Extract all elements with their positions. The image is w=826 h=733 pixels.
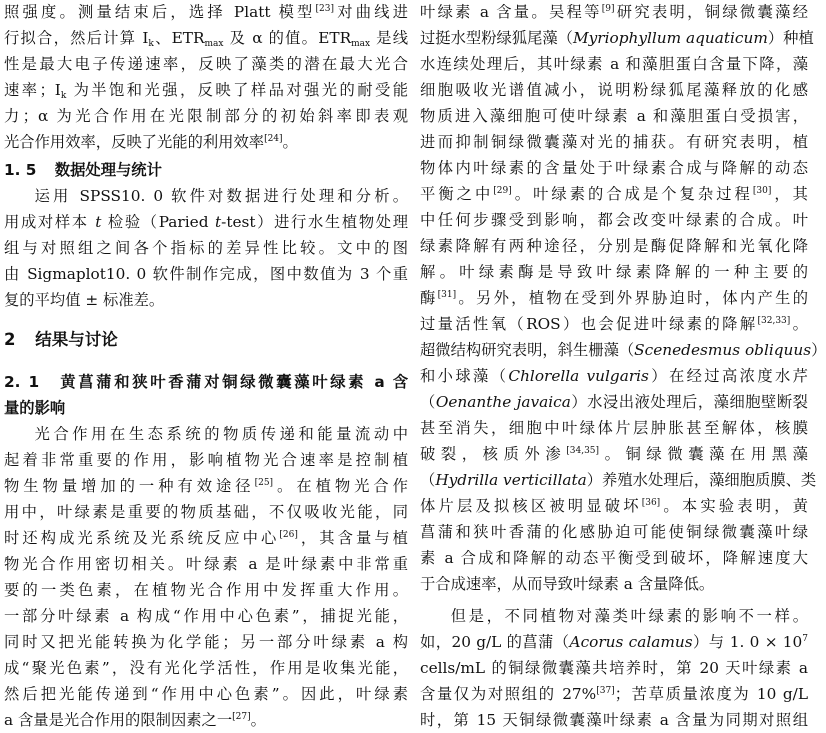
text-line: 时还构成光系统及光系统反应中心[26]，其含量与植 <box>4 529 408 547</box>
species-name: Acorus calamus <box>569 633 693 651</box>
text-line: 酶[31]。另外，植物在受到外界胁迫时，体内产生的 <box>420 289 808 307</box>
citation: [25] <box>254 478 274 488</box>
text-line: 物质进入藻细胞可使叶绿素 a 和藻胆蛋白受损害， <box>420 107 808 125</box>
section-heading-2-1-cont: 量的影响 <box>4 399 66 417</box>
text-line: 成“聚光色素”，没有光化学活性，作用是收集光能， <box>4 659 408 677</box>
citation: [32,33] <box>757 316 791 326</box>
citation: [9] <box>601 4 615 14</box>
text-line: 中任何步骤受到影响，都会改变叶绿素的合成。叶 <box>420 211 808 229</box>
species-name: Chlorella vulgaris <box>508 367 649 385</box>
text-line: 行拟合，然后计算 $I_k$、$ETR_{max}$ 及 α 的值。$ETR_{max}$ 是线 <box>4 29 409 49</box>
text-line: （Hydrilla verticillata）养殖水处理后，藻细胞质膜、类 <box>420 471 817 489</box>
citation: [36] <box>641 498 661 508</box>
section-heading-2-1: 2. 1 黄菖蒲和狭叶香蒲对铜绿微囊藻叶绿素 a 含 <box>4 373 408 391</box>
text-line: 菖蒲和狭叶香蒲的化感胁迫可能使铜绿微囊藻叶绿 <box>420 523 808 541</box>
text-line: 破裂，核质外渗[34,35]。铜绿微囊藻在用黑藻 <box>420 445 808 463</box>
text-line: 用成对样本 t 检验（Paried t-test）进行水生植物处理 <box>4 213 408 231</box>
citation: [37] <box>596 686 615 696</box>
text-line: 素 a 合成和降解的动态平衡受到破坏，降解速度大 <box>420 549 808 567</box>
text-line: 平衡之中[29]。叶绿素的合成是个复杂过程[30]，其 <box>420 185 808 203</box>
text-line: 甚至消失，细胞中叶绿体片层肿胀甚至解体，核膜 <box>420 419 808 437</box>
text-line: 照强度。测量结束后，选择 Platt 模型[23]对曲线进 <box>4 3 408 21</box>
species-name: Scenedesmus obliquus <box>634 341 812 359</box>
text-line: 水连续处理后，其叶绿素 a 和藻胆蛋白含量下降，藻 <box>420 55 808 73</box>
text-line: 然后把光能传递到“作用中心色素”。因此，叶绿素 <box>4 685 408 703</box>
section-heading-2: 2 结果与讨论 <box>4 330 118 349</box>
citation: [24] <box>264 134 283 144</box>
species-name: Hydrilla verticillata <box>435 471 587 489</box>
text-line: 叶绿素 a 含量。吴程等[9]研究表明，铜绿微囊藻经 <box>420 3 808 21</box>
text-line: 要的一类色素，在植物光合作用中发挥重大作用。 <box>4 581 408 599</box>
species-name: Myriophyllum aquaticum <box>572 29 768 47</box>
text-line: 由 Sigmaplot10. 0 软件制作完成，图中数值为 3 个重 <box>4 265 408 283</box>
text-line: 光合作用效率，反映了光能的利用效率[24]。 <box>4 133 298 151</box>
text-line: 力；α 为光合作用在光限制部分的初始斜率即表观 <box>4 107 408 125</box>
text-line: 含量仅为对照组的 27%[37]；苦草质量浓度为 10 g/L <box>420 685 808 703</box>
text-line: 物生物量增加的一种有效途径[25]。在植物光合作 <box>4 477 408 495</box>
text-line: 同时又把光能转换为化学能；另一部分叶绿素 a 构 <box>4 633 408 651</box>
text-line: 时，第 15 天铜绿微囊藻叶绿素 a 含量为同期对照组 <box>420 711 808 729</box>
text-line: （Oenanthe javaica）水浸出液处理后，藻细胞壁断裂 <box>420 393 808 411</box>
citation: [30] <box>752 186 772 196</box>
text-line: 解。叶绿素酶是导致叶绿素降解的一种主要的 <box>420 263 808 281</box>
citation: [34,35] <box>566 446 600 456</box>
text-line: 运用 SPSS10. 0 软件对数据进行处理和分析。 <box>34 187 408 205</box>
text-line: 绿素降解有两种途径，分别是酶促降解和光氧化降 <box>420 237 808 255</box>
text-line: a 含量是光合作用的限制因素之一[27]。 <box>4 711 266 729</box>
species-name: Oenanthe javaica <box>435 393 571 411</box>
citation: [23] <box>315 4 335 14</box>
citation: [29] <box>493 186 512 196</box>
text-line: 物体内叶绿素的含量处于叶绿素合成与降解的动态 <box>420 159 808 177</box>
text-line: 过挺水型粉绿狐尾藻（Myriophyllum aquaticum）种植 <box>420 29 814 47</box>
text-line: 过量活性氧（ROS）也会促进叶绿素的降解[32,33]。 <box>420 315 808 333</box>
text-line: 起着非常重要的作用，影响植物光合速率是控制植 <box>4 451 408 469</box>
text-line: 体片层及拟核区被明显破坏[36]。本实验表明，黄 <box>420 497 808 515</box>
text-line: 性是最大电子传递速率，反映了藻类的潜在最大光合 <box>4 55 408 73</box>
text-line: 细胞吸收光谱值减小，说明粉绿狐尾藻释放的化感 <box>420 81 808 99</box>
text-line: 光合作用在生态系统的物质传递和能量流动中 <box>34 425 408 443</box>
text-line: 用中，叶绿素是重要的物质基础，不仅吸收光能，同 <box>4 503 408 521</box>
text-line: 复的平均值 ± 标准差。 <box>4 291 165 309</box>
text-line: 物光合作用密切相关。叶绿素 a 是叶绿素中非常重 <box>4 555 408 573</box>
text-line: 如，20 g/L 的菖蒲（Acorus calamus）与 1. $0 \times 10^7$ <box>420 633 809 651</box>
text-line: 组与对照组之间各个指标的差异性比较。文中的图 <box>4 239 408 257</box>
text-line: 一部分叶绿素 a 构成“作用中心色素”，捕捉光能， <box>4 607 408 625</box>
section-heading-1-5: 1. 5 数据处理与统计 <box>4 161 162 179</box>
text-line: cells/mL 的铜绿微囊藻共培养时，第 20 天叶绿素 a <box>420 659 808 677</box>
text-line: 超微结构研究表明，斜生栅藻（Scenedesmus obliquus） <box>420 341 826 359</box>
text-line: 但是，不同植物对藻类叶绿素的影响不一样。 <box>450 607 808 625</box>
text-line: 于合成速率，从而导致叶绿素 a 含量降低。 <box>420 575 715 593</box>
text-line: 进而抑制铜绿微囊藻对光的捕获。有研究表明，植 <box>420 133 808 151</box>
text-line: 和小球藻（Chlorella vulgaris）在经过高浓度水芹 <box>420 367 808 385</box>
citation: [31] <box>437 290 457 300</box>
citation: [26] <box>279 530 298 540</box>
citation: [27] <box>232 712 251 722</box>
text-line: 速率；$I_k$ 为半饱和光强，反映了样品对强光的耐受能 <box>4 81 408 101</box>
